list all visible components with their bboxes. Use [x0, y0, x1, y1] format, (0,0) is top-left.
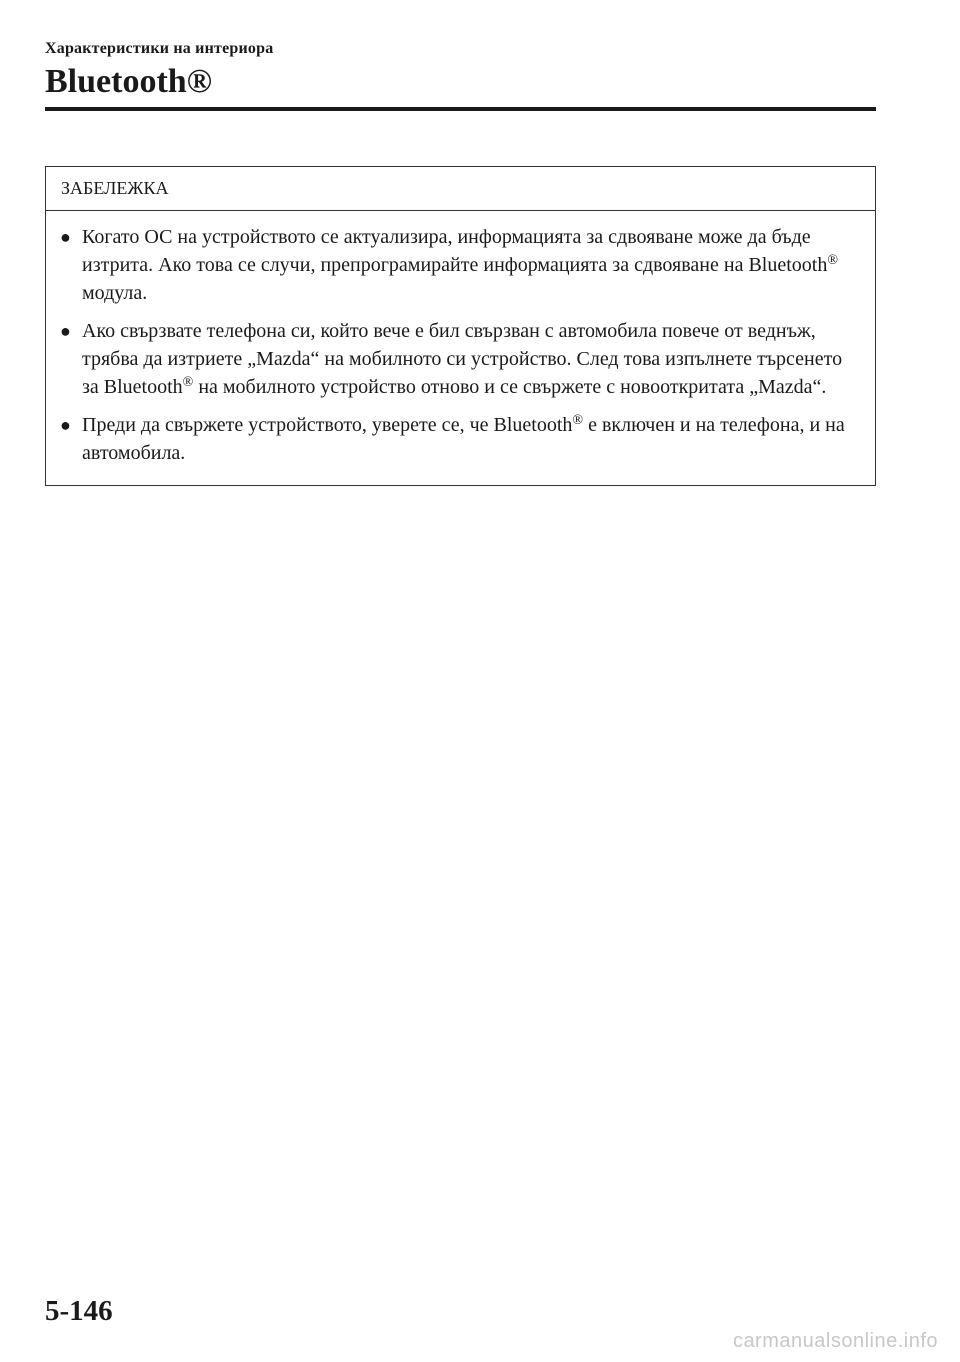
- note-body: [46, 211, 875, 485]
- page-title: Bluetooth®: [45, 63, 213, 100]
- section-label: Характеристики на интериора: [45, 40, 274, 57]
- note-item-text-after: модула.: [82, 282, 148, 304]
- registered-mark: ®: [572, 413, 584, 428]
- bullet-icon: ●: [60, 227, 71, 247]
- note-item-text-before: Когато ОС на устройството се актуализира, информацията за сдвояване може да бъде изтрита. Ако това се случи, препрограмирайте информацията за сдвояване на Bluetooth: [82, 226, 828, 276]
- bullet-icon: ●: [60, 415, 71, 435]
- note-item: [60, 223, 861, 307]
- note-item-text-after: е включен и на телефона, и на автомобила.: [82, 414, 845, 464]
- note-item-text: [82, 223, 861, 307]
- note-item-text: [82, 317, 861, 401]
- note-item-text: [82, 411, 861, 467]
- note-item-text-before: Ако свързвате телефона си, който вече е бил свързван с автомобила повече от веднъж, трябва да изтриете „Mazda“ на мобилното си устройство. След това изпълнете търсенето за Bluetooth: [82, 320, 843, 398]
- registered-mark: ®: [182, 375, 194, 390]
- registered-mark: ®: [827, 253, 838, 268]
- note-box: [45, 166, 876, 486]
- note-item-text-after: на мобилното устройство отново и се свържете с новооткритата „Mazda“.: [193, 376, 827, 398]
- note-item-text-before: Преди да свържете устройството, уверете се, че Bluetooth: [82, 414, 573, 436]
- heading-divider: [45, 107, 876, 111]
- bullet-icon: ●: [60, 321, 71, 341]
- note-item: [60, 317, 861, 401]
- note-header: ЗАБЕЛЕЖКА: [46, 167, 875, 211]
- page-number: 5-146: [45, 1295, 113, 1327]
- note-item: [60, 411, 861, 467]
- watermark: carmanualsonline.info: [732, 1330, 938, 1352]
